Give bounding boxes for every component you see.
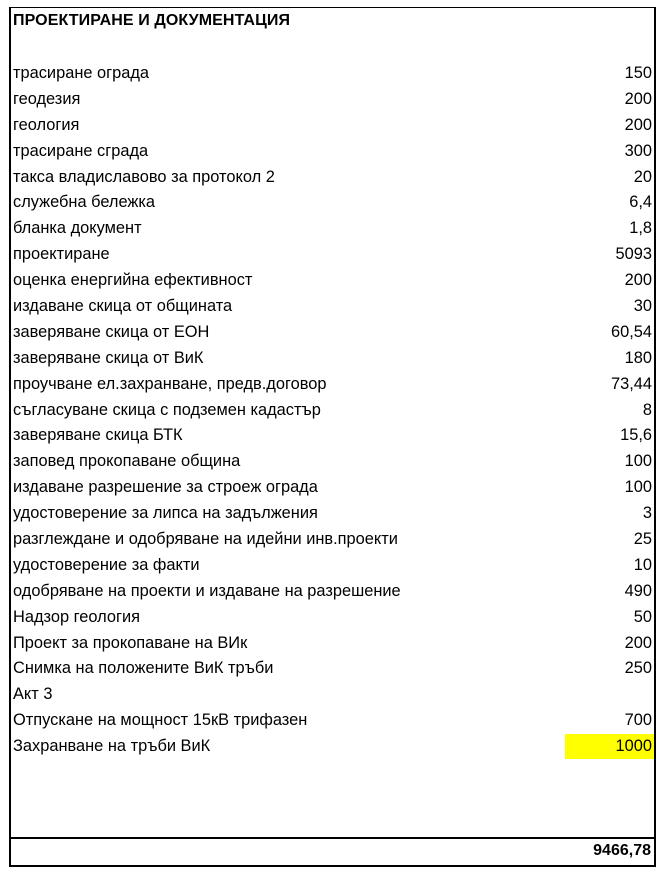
cost-item-value: 30 bbox=[633, 297, 652, 316]
cost-item-value: 8 bbox=[642, 400, 652, 419]
cost-item-label: проектиране bbox=[13, 245, 110, 264]
cost-item-label: Акт 3 bbox=[13, 685, 53, 704]
cost-item-value: 10 bbox=[633, 555, 652, 574]
cost-item-row bbox=[11, 734, 654, 760]
cost-item-label: Отпускане на мощност 15кВ трифазен bbox=[13, 711, 308, 730]
cost-item-label: издаване разрешение за строеж ограда bbox=[13, 478, 318, 497]
cost-item-label: издаване скица от общината bbox=[13, 297, 233, 316]
cost-item-value: 6,4 bbox=[629, 193, 652, 212]
cost-item-value: 5093 bbox=[615, 245, 652, 264]
cost-item-value: 200 bbox=[624, 633, 652, 652]
cost-item-row bbox=[11, 449, 654, 475]
cost-item-label: заповед прокопаване община bbox=[13, 452, 241, 471]
cost-item-row bbox=[11, 398, 654, 424]
cost-item-row bbox=[11, 527, 654, 553]
cost-item-value: 25 bbox=[633, 530, 652, 549]
cost-item-row bbox=[11, 139, 654, 165]
cost-item-label: разглеждане и одобряване на идейни инв.проекти bbox=[13, 530, 398, 549]
cost-item-value: 73,44 bbox=[610, 374, 652, 393]
cost-item-row bbox=[11, 320, 654, 346]
cost-item-value: 250 bbox=[624, 659, 652, 678]
cost-item-label: заверяване скица БТК bbox=[13, 426, 183, 445]
cost-item-label: трасиране ограда bbox=[13, 64, 150, 82]
cost-item-row bbox=[11, 346, 654, 372]
cost-item-value: 3 bbox=[642, 504, 652, 523]
sheet-title: ПРОЕКТИРАНЕ И ДОКУМЕНТАЦИЯ bbox=[13, 12, 291, 29]
cost-item-label: служебна бележка bbox=[13, 193, 156, 212]
cost-item-row bbox=[11, 553, 654, 579]
cost-item-label: Снимка на положените ВиК тръби bbox=[13, 659, 274, 678]
cost-item-value: 700 bbox=[624, 711, 652, 730]
cost-item-label: проучване ел.захранване, предв.договор bbox=[13, 374, 327, 393]
cost-item-row bbox=[11, 165, 654, 191]
cost-item-value: 180 bbox=[624, 348, 652, 367]
cost-item-label: геодезия bbox=[13, 89, 81, 108]
cost-item-label: удостоверение за факти bbox=[13, 555, 200, 574]
cost-item-row bbox=[11, 708, 654, 734]
cost-item-label: одобряване на проекти и издаване на разрешение bbox=[13, 581, 401, 600]
cost-item-row bbox=[11, 294, 654, 320]
cost-item-value: 50 bbox=[633, 607, 652, 626]
cost-item-label: геология bbox=[13, 115, 80, 134]
cost-item-row bbox=[11, 605, 654, 631]
cost-item-value: 150 bbox=[624, 64, 652, 82]
cost-item-row bbox=[11, 268, 654, 294]
cost-item-value: 15,6 bbox=[620, 426, 652, 445]
cost-item-row bbox=[11, 656, 654, 682]
cost-item-row bbox=[11, 216, 654, 242]
cost-item-value: 200 bbox=[624, 115, 652, 134]
cost-item-value: 200 bbox=[624, 271, 652, 290]
cost-item-row bbox=[11, 87, 654, 113]
cost-item-row bbox=[11, 372, 654, 398]
cost-item-row bbox=[11, 475, 654, 501]
cost-item-label: Проект за прокопаване на ВИк bbox=[13, 633, 248, 652]
cost-item-value: 20 bbox=[633, 167, 652, 186]
cost-item-label: заверяване скица от ЕОН bbox=[13, 322, 210, 341]
cost-item-row bbox=[11, 579, 654, 605]
cost-item-label: съгласуване скица с подземен кадастър bbox=[13, 400, 321, 419]
cost-item-row bbox=[11, 190, 654, 216]
total-value: 9466,78 bbox=[593, 842, 651, 859]
cost-item-label: Надзор геология bbox=[13, 607, 140, 626]
cost-item-row bbox=[11, 501, 654, 527]
cost-item-label: трасиране сграда bbox=[13, 141, 149, 160]
cost-item-value: 490 bbox=[624, 581, 652, 600]
cost-item-row bbox=[11, 61, 654, 87]
cost-item-value: 200 bbox=[624, 89, 652, 108]
cost-item-label: оценка енергийна ефективност bbox=[13, 271, 253, 290]
cost-item-value: 100 bbox=[624, 478, 652, 497]
cost-item-label: Захранване на тръби ВиК bbox=[13, 737, 211, 756]
cost-item-row bbox=[11, 242, 654, 268]
cost-item-label: бланка документ bbox=[13, 219, 142, 238]
cost-item-value: 60,54 bbox=[610, 322, 652, 341]
cost-item-row bbox=[11, 682, 654, 708]
cost-item-value: 1,8 bbox=[629, 219, 652, 238]
cost-item-row bbox=[11, 113, 654, 139]
total-divider bbox=[11, 837, 654, 839]
cost-item-value: 100 bbox=[624, 452, 652, 471]
cost-item-label: заверяване скица от ВиК bbox=[13, 348, 204, 367]
cost-sheet bbox=[9, 7, 656, 867]
cost-item-row bbox=[11, 423, 654, 449]
cost-item-row bbox=[11, 631, 654, 657]
cost-item-label: удостоверение за липса на задължения bbox=[13, 504, 318, 523]
cost-item-list bbox=[11, 61, 654, 760]
cost-item-value-highlighted: 1000 bbox=[565, 734, 654, 759]
cost-item-label: такса владиславово за протокол 2 bbox=[13, 167, 275, 186]
cost-item-value: 300 bbox=[624, 141, 652, 160]
